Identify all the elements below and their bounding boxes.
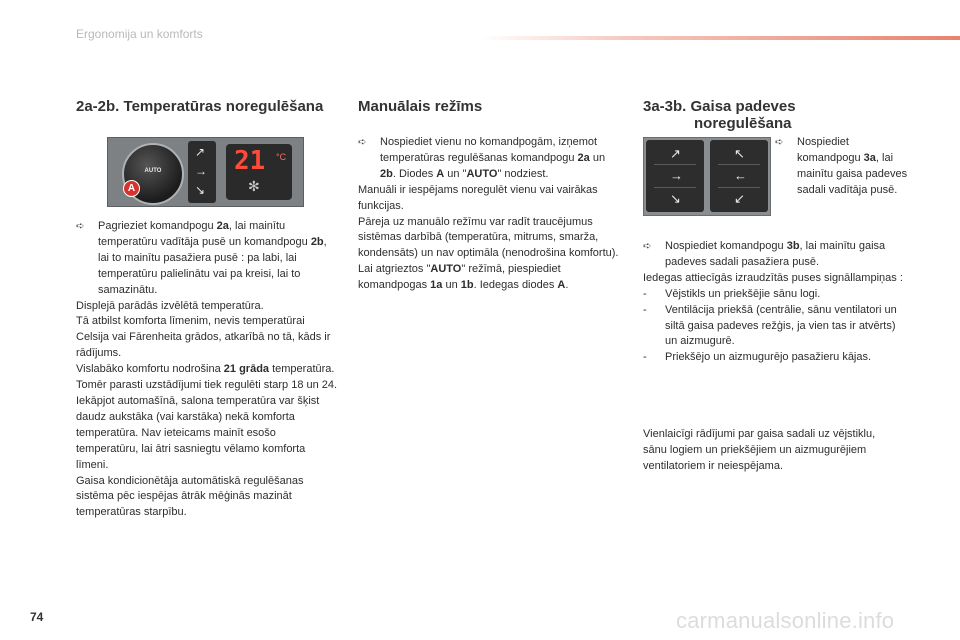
air-distribution-illustration	[643, 137, 771, 216]
col3-bullet-1: ➪ Nospiediet komandpogu 3a, lai mainītu gaisa padeves sadali vadītāja pusē.	[775, 136, 908, 196]
feet-airflow-icon: ↘	[670, 191, 681, 206]
display-temperature-unit: °C	[276, 152, 287, 162]
col3-note-text: Vienlaicīgi rādījumi par gaisa sadali uz vējstiklu, sānu logiem un priekšējiem un aizmugurējiem ventilatoriem ir neiespējama.	[643, 428, 876, 472]
page-number: 74	[30, 610, 44, 624]
col2-paragraph-3: Lai atgrieztos "AUTO" režīmā, piespiediet komandpogas 1a un 1b. Iedegas diodes A.	[358, 263, 569, 292]
fan-icon: ✻	[248, 178, 260, 194]
col2-paragraph-1: Manuāli ir iespējams noregulēt vienu vai vairākas funkcijas.	[358, 183, 598, 212]
col1-body	[76, 219, 338, 521]
col1-bullet-1: ➪ Pagrieziet komandpogu 2a, lai mainītu temperatūru vadītāja pusē un komandpogu 2b, lai to mainītu pasažiera pusē : pa labi, lai temperatūru palielinātu vai pa kreisi, lai to samazinātu.	[76, 220, 327, 296]
feet-airflow-icon: ↙	[734, 191, 745, 206]
driver-side-buttons	[646, 140, 704, 212]
header-decorative-bar	[480, 36, 960, 40]
col3-paragraph-1: Iedegas attiecīgās izraudzītās puses signāllampiņas :	[643, 271, 903, 284]
col3-dash-item-2: - Ventilācija priekšā (centrālie, sānu ventilatori un siltā gaisa padeves režģis, ja vien tas ir atvērts) un aizmugurē.	[643, 303, 897, 348]
button-divider	[654, 187, 696, 188]
section-heading-air-distribution	[643, 98, 796, 132]
section-heading-temperature: 2a-2b. Temperatūras noregulēšana	[76, 98, 324, 115]
col1-paragraph-5: Gaisa kondicionētāja automātiskā regulēšanas sistēma pēc iespējas ātrāk mēģinās mazināt temperatūras starpību.	[76, 474, 304, 519]
heading-line-2: noregulēšana	[694, 115, 792, 132]
face-airflow-icon: →	[195, 164, 207, 178]
col1-paragraph-4: Iekāpjot automašīnā, salona temperatūra var šķist daudz aukstāka (vai karstāka) nekā komforta temperatūra. Nav ieteicams mainīt esošo temperatūru, lai ātri sasniegtu vēlamo komforta līmeni.	[76, 394, 320, 471]
face-airflow-icon: ←	[734, 168, 747, 183]
section-heading-manual-mode: Manuālais režīms	[358, 98, 483, 115]
col1-paragraph-1: Displejā parādās izvēlētā temperatūra.	[76, 299, 264, 312]
col3-body	[643, 239, 908, 366]
col3-bullet-2: ➪ Nospiediet komandpogu 3b, lai mainītu gaisa padeves sadali pasažiera pusē.	[643, 240, 886, 268]
site-watermark: carmanualsonline.info	[676, 608, 895, 633]
button-divider	[654, 164, 696, 165]
passenger-side-buttons	[710, 140, 768, 212]
bullet-arrow-icon: ➪	[775, 137, 784, 148]
bullet-arrow-icon: ➪	[358, 137, 367, 148]
windscreen-airflow-icon: ↖	[734, 146, 745, 161]
page-header-title: Ergonomija un komforts	[76, 27, 203, 41]
temperature-control-illustration	[107, 137, 304, 207]
col2-bullet-1: ➪ Nospiediet vienu no komandpogām, izņemot temperatūras regulēšanas komandpogu 2a un 2b. Diodes A un "AUTO" nodziest.	[358, 136, 606, 180]
col2-body	[358, 135, 620, 294]
feet-airflow-icon: ↘	[195, 183, 206, 197]
col1-paragraph-2: Tā atbilst komforta līmenim, nevis temperatūrai Celsija vai Fārenheita grādos, atkarībā no tā, kāds ir rādījums.	[76, 315, 331, 360]
temperature-display	[226, 144, 292, 200]
face-airflow-icon: →	[670, 168, 683, 183]
col3-bullet-1-block	[775, 135, 910, 199]
col1-paragraph-3: Vislabāko komfortu nodrošina 21 grāda temperatūra. Tomēr parasti uzstādījumi tiek regulēti starp 18 un 24.	[76, 363, 338, 392]
windscreen-airflow-icon: ↗	[670, 146, 681, 161]
air-distribution-buttons	[188, 141, 216, 203]
display-temperature-value: 21	[234, 146, 266, 176]
col3-dash-item-3: - Priekšējo un aizmugurējo pasažieru kājas.	[643, 351, 872, 364]
windscreen-airflow-icon: ↗	[195, 145, 206, 159]
col3-note	[643, 427, 883, 475]
diode-a-marker: A	[123, 180, 140, 197]
button-divider	[718, 187, 760, 188]
col3-dash-item-1: - Vējstikls un priekšējie sānu logi.	[643, 287, 821, 300]
col2-paragraph-2: Pāreja uz manuālo režīmu var radīt traucējumus sistēmas darbībā (temperatūra, mitrums, smarža, kondensāts) un nav optimāla (nenodrošina komfortu).	[358, 215, 619, 260]
bullet-arrow-icon: ➪	[643, 241, 652, 252]
button-divider	[718, 164, 760, 165]
knob-auto-label: AUTO	[144, 168, 162, 174]
heading-line-1: 3a-3b. Gaisa padeves	[643, 98, 796, 115]
bullet-arrow-icon: ➪	[76, 221, 85, 232]
